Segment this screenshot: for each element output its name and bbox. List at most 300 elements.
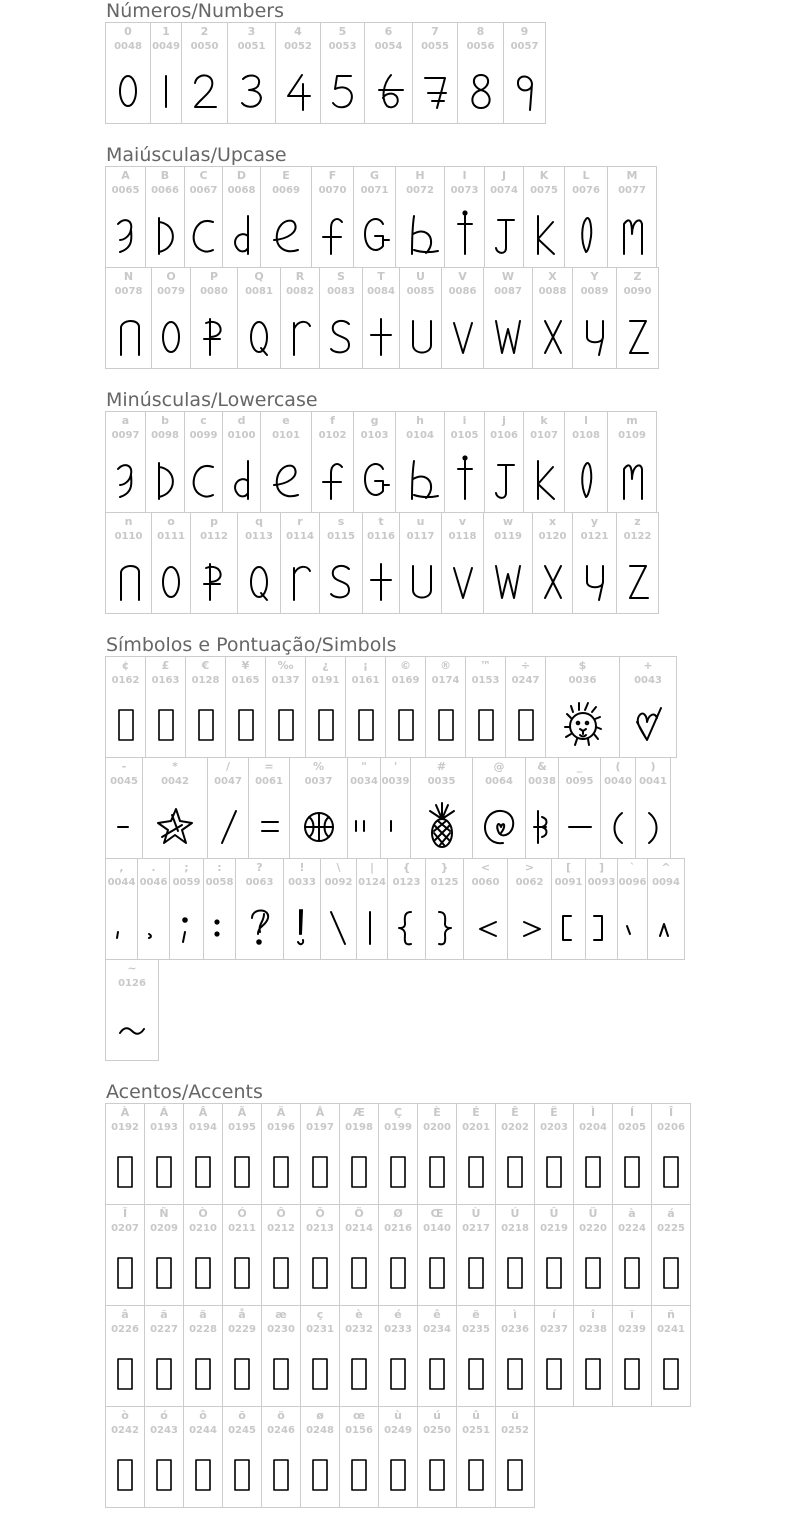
glyph-box-icon: [418, 1342, 456, 1404]
glyph-cell: [227, 22, 276, 124]
glyph-star-icon: [143, 794, 207, 856]
glyph-character-label: U: [416, 270, 425, 283]
glyph-character-label: `: [629, 861, 636, 874]
glyph-heart-check-icon: [620, 693, 676, 755]
glyph-code-label: 0116: [367, 531, 395, 542]
glyph-character-label: *: [172, 760, 178, 773]
glyph-e-icon: [261, 203, 311, 265]
section-title: Números/Numbers: [106, 0, 284, 22]
glyph-z-icon: [617, 549, 658, 611]
glyph-character-label: ¥: [241, 659, 250, 672]
glyph-cell: [484, 411, 524, 513]
glyph-code-label: 0162: [111, 675, 140, 686]
glyph-character-label: u: [416, 515, 425, 528]
glyph-cell: [385, 656, 426, 758]
glyph-character-label: H: [415, 169, 425, 182]
glyph-cell: [472, 757, 526, 859]
glyph-lparen-icon: [601, 794, 635, 856]
section-title: Minúsculas/Lowercase: [106, 389, 318, 411]
glyph-h-icon: [396, 448, 444, 510]
glyph-box-icon: [535, 1140, 573, 1202]
glyph-box-icon: [386, 693, 425, 755]
glyph-code-label: 0225: [657, 1223, 685, 1234]
glyph-cell: [144, 1305, 184, 1407]
glyph-code-label: 0233: [384, 1324, 412, 1335]
glyph-character-label: ;: [184, 861, 189, 874]
glyph-cell: [651, 1305, 691, 1407]
glyph-cell: [280, 512, 320, 614]
glyph-cell: [105, 267, 152, 369]
glyph-cell: [105, 1204, 145, 1306]
glyph-cell: [237, 512, 281, 614]
glyph-code-label: 0098: [151, 430, 179, 441]
glyph-box-icon: [266, 693, 305, 755]
glyph-box-icon: [457, 1443, 495, 1505]
glyph-cell: [353, 411, 396, 513]
glyph-box-icon: [652, 1342, 690, 1404]
glyph-code-label: 0220: [579, 1223, 607, 1234]
glyph-character-label: ©: [400, 659, 411, 672]
glyph-cell: [190, 267, 238, 369]
glyph-code-label: 0092: [324, 877, 353, 888]
glyph-cell: [150, 22, 182, 124]
glyph-cell: [105, 512, 152, 614]
glyph-code-label: 0110: [114, 531, 143, 542]
glyph-character-label: õ: [238, 1409, 246, 1422]
glyph-character-label: ä: [199, 1308, 207, 1321]
glyph-g-icon: [354, 203, 395, 265]
glyph-cell: [225, 656, 266, 758]
glyph-character-label: %: [312, 760, 325, 773]
glyph-code-label: 0200: [423, 1122, 451, 1133]
glyph-character-label: Á: [159, 1106, 169, 1119]
glyph-cell: [305, 656, 346, 758]
glyph-character-label: ë: [472, 1308, 480, 1321]
glyph-code-label: 0053: [328, 41, 357, 52]
glyph-code-label: 0096: [618, 877, 647, 888]
glyph-cell: [356, 858, 388, 960]
glyph-cell: [222, 1305, 262, 1407]
glyph-n-icon: [106, 304, 151, 366]
glyph-cell: [425, 656, 466, 758]
glyph-cell: [105, 411, 146, 513]
glyph-e-icon: [261, 448, 311, 510]
glyph-box-icon: [379, 1241, 417, 1303]
glyph-code-label: 0094: [652, 877, 680, 888]
glyph-code-label: 0203: [540, 1122, 568, 1133]
glyph-box-icon: [146, 693, 185, 755]
glyph-code-label: 0060: [471, 877, 500, 888]
glyph-cell: [207, 757, 249, 859]
glyph-u-icon: [400, 549, 441, 611]
glyph-pineapple-icon: [411, 794, 472, 856]
glyph-0-icon: [106, 59, 150, 121]
glyph-c-icon: [185, 203, 222, 265]
glyph-box-icon: [106, 1140, 144, 1202]
glyph-character-label: _: [576, 760, 583, 773]
glyph-cell: [495, 1103, 535, 1205]
glyph-character-label: È: [433, 1106, 441, 1119]
glyph-cell: [289, 757, 348, 859]
glyph-cell: [619, 656, 677, 758]
glyph-cell: [311, 166, 354, 268]
glyph-box-icon: [301, 1443, 339, 1505]
glyph-9-icon: [504, 59, 545, 121]
glyph-character-label: Ë: [550, 1106, 558, 1119]
glyph-character-label: V: [458, 270, 467, 283]
glyph-character-label: Ï: [122, 1207, 128, 1220]
glyph-cell: [261, 1406, 301, 1508]
glyph-cell: [183, 1305, 223, 1407]
glyph-cell: [425, 858, 464, 960]
glyph-b-icon: [146, 448, 184, 510]
glyph-code-label: 0037: [304, 776, 333, 787]
glyph-6-icon: [365, 59, 412, 121]
glyph-y-icon: [573, 549, 616, 611]
glyph-character-label: a: [121, 414, 130, 427]
glyph-character-label: ò: [121, 1409, 129, 1422]
glyph-code-label: 0079: [157, 286, 185, 297]
glyph-character-label: v: [458, 515, 467, 528]
glyph-cell: [534, 1103, 574, 1205]
glyph-character-label: è: [355, 1308, 363, 1321]
glyph-code-label: 0211: [228, 1223, 256, 1234]
glyph-character-label: Ø: [393, 1207, 403, 1220]
glyph-code-label: 0214: [345, 1223, 373, 1234]
glyph-code-label: 0105: [450, 430, 479, 441]
glyph-code-label: 0242: [111, 1425, 139, 1436]
glyph-cell: [378, 1103, 418, 1205]
glyph-character-label: å: [238, 1308, 246, 1321]
glyph-character-label: 4: [294, 25, 302, 38]
glyph-cell: [495, 1204, 535, 1306]
glyph-code-label: 0124: [358, 877, 386, 888]
glyph-box-icon: [262, 1241, 300, 1303]
glyph-code-label: 0054: [374, 41, 403, 52]
glyph-code-label: 0236: [501, 1324, 529, 1335]
glyph-box-icon: [496, 1443, 534, 1505]
glyph-cell: [105, 166, 146, 268]
glyph-character-label: \: [336, 861, 341, 874]
glyph-rparen-icon: [636, 794, 670, 856]
glyph-box-icon: [496, 1241, 534, 1303]
glyph-code-label: 0083: [327, 286, 355, 297]
glyph-box-icon: [223, 1140, 261, 1202]
glyph-cell: [185, 656, 226, 758]
glyph-l-icon: [565, 448, 607, 510]
glyph-cell: [105, 1103, 145, 1205]
glyph-character-label: [: [565, 861, 572, 874]
glyph-cell: [105, 959, 159, 1061]
glyph-cell: [222, 1103, 262, 1205]
glyph-s-icon: [320, 304, 362, 366]
glyph-character-label: Ç: [393, 1106, 403, 1119]
glyph-semicolon-icon: [170, 895, 203, 957]
glyph-cell: [261, 1305, 301, 1407]
glyph-code-label: 0212: [267, 1223, 295, 1234]
glyph-character-label: $: [578, 659, 587, 672]
glyph-character-label: (: [615, 760, 621, 773]
glyph-code-label: 0207: [111, 1223, 139, 1234]
glyph-character-label: Ô: [276, 1207, 286, 1220]
glyph-box-icon: [652, 1140, 690, 1202]
glyph-code-label: 0118: [448, 531, 477, 542]
glyph-box-icon: [574, 1140, 612, 1202]
glyph-box-icon: [418, 1443, 456, 1505]
glyph-box-icon: [223, 1443, 261, 1505]
glyph-character-label: >: [524, 861, 535, 874]
glyph-cell: [339, 1305, 379, 1407]
glyph-character-label: Î: [668, 1106, 674, 1119]
glyph-code-label: 0049: [152, 41, 180, 52]
glyph-character-label: }: [440, 861, 449, 874]
glyph-character-label: œ: [352, 1409, 366, 1422]
glyph-code-label: 0058: [205, 877, 234, 888]
glyph-code-label: 0088: [538, 286, 567, 297]
glyph-character-label: ¿: [322, 659, 329, 672]
glyph-code-label: 0156: [345, 1425, 373, 1436]
glyph-o-icon: [152, 549, 190, 611]
glyph-character-label: Ã: [237, 1106, 247, 1119]
glyph-character-label: 1: [162, 25, 170, 38]
glyph-character-label: k: [540, 414, 548, 427]
glyph-character-label: á: [667, 1207, 675, 1220]
glyph-character-label: Í: [629, 1106, 635, 1119]
glyph-code-label: 0226: [111, 1324, 139, 1335]
glyph-8-icon: [458, 59, 503, 121]
glyph-code-label: 0061: [255, 776, 283, 787]
glyph-code-label: 0126: [118, 978, 146, 989]
glyph-cell: [417, 1305, 457, 1407]
glyph-character-label: <: [480, 861, 491, 874]
glyph-amp-icon: [526, 794, 558, 856]
glyph-box-icon: [496, 1342, 534, 1404]
glyph-cell: [484, 166, 524, 268]
glyph-code-label: 0104: [406, 430, 434, 441]
glyph-underscore-icon: [559, 794, 600, 856]
glyph-cell: [235, 858, 284, 960]
glyph-box-icon: [223, 1241, 261, 1303]
glyph-character-label: ø: [316, 1409, 324, 1422]
glyph-cell: [105, 1406, 145, 1508]
glyph-equals-icon: [249, 794, 289, 856]
glyph-c-icon: [185, 448, 222, 510]
glyph-character-label: D: [236, 169, 247, 182]
glyph-character-label: e: [282, 414, 290, 427]
glyph-code-label: 0108: [572, 430, 600, 441]
glyph-character-label: J: [501, 169, 507, 182]
glyph-cell: [184, 411, 223, 513]
glyph-character-label: Û: [549, 1207, 559, 1220]
glyph-dash-icon: [106, 794, 142, 856]
glyph-cell: [399, 512, 442, 614]
glyph-code-label: 0100: [227, 430, 256, 441]
glyph-code-label: 0165: [231, 675, 260, 686]
glyph-code-label: 0239: [618, 1324, 646, 1335]
glyph-box-icon: [574, 1241, 612, 1303]
glyph-code-label: 0069: [272, 185, 300, 196]
glyph-b-icon: [146, 203, 184, 265]
glyph-character-label: ¢: [121, 659, 130, 672]
glyph-s-icon: [320, 549, 362, 611]
glyph-code-label: 0194: [189, 1122, 217, 1133]
glyph-code-label: 0113: [245, 531, 273, 542]
glyph-character-label: Ä: [276, 1106, 286, 1119]
glyph-code-label: 0153: [471, 675, 500, 686]
glyph-cell: [300, 1406, 340, 1508]
glyph-code-label: 0081: [245, 286, 273, 297]
glyph-cell: [283, 858, 321, 960]
glyph-cell: [573, 1305, 613, 1407]
glyph-cell: [222, 1204, 262, 1306]
glyph-character-label: ó: [160, 1409, 168, 1422]
glyph-cell: [465, 656, 506, 758]
glyph-cell: [378, 1204, 418, 1306]
glyph-code-label: 0224: [618, 1223, 646, 1234]
glyph-cell: [145, 656, 186, 758]
glyph-cell: [534, 1305, 574, 1407]
glyph-cell: [607, 166, 657, 268]
glyph-character-label: Ö: [354, 1207, 364, 1220]
glyph-cell: [105, 757, 143, 859]
glyph-cell: [183, 1204, 223, 1306]
glyph-cell: [151, 512, 191, 614]
glyph-character-label: 5: [338, 25, 347, 38]
glyph-character-label: G: [369, 169, 380, 182]
glyph-code-label: 0237: [540, 1324, 568, 1335]
glyph-character-label: |: [369, 861, 375, 874]
glyph-character-label: À: [120, 1106, 130, 1119]
glyph-box-icon: [535, 1342, 573, 1404]
glyph-character-label: ^: [661, 861, 671, 874]
glyph-character-label: ]: [598, 861, 605, 874]
glyph-character-label: ü: [511, 1409, 519, 1422]
glyph-box-icon: [535, 1241, 573, 1303]
glyph-lion-icon: [546, 693, 619, 755]
glyph-code-label: 0121: [580, 531, 609, 542]
glyph-code-label: 0066: [151, 185, 179, 196]
glyph-code-label: 0078: [114, 286, 143, 297]
glyph-cell: [495, 1406, 535, 1508]
glyph-box-icon: [301, 1241, 339, 1303]
glyph-cell: [265, 656, 306, 758]
glyph-code-label: 0074: [490, 185, 518, 196]
glyph-k-icon: [524, 203, 564, 265]
glyph-code-label: 0234: [423, 1324, 451, 1335]
glyph-cell: [616, 267, 659, 369]
glyph-cell: [395, 411, 445, 513]
glyph-character-label: &: [537, 760, 547, 773]
glyph-character-label: ,: [119, 861, 124, 874]
glyph-cell: [505, 656, 546, 758]
glyph-cell: [339, 1406, 379, 1508]
glyph-character-label: :: [217, 861, 222, 874]
glyph-cell: [483, 267, 533, 369]
glyph-code-label: 0082: [286, 286, 314, 297]
glyph-code-label: 0035: [427, 776, 456, 787]
glyph-character-label: ‰: [277, 659, 294, 672]
glyph-code-label: 0114: [286, 531, 314, 542]
glyph-7-icon: [413, 59, 457, 121]
glyph-y-icon: [573, 304, 616, 366]
glyph-character-label: Q: [254, 270, 264, 283]
glyph-character-label: à: [628, 1207, 636, 1220]
glyph-box-icon: [340, 1443, 378, 1505]
glyph-cell: [260, 411, 312, 513]
glyph-code-label: 0068: [227, 185, 256, 196]
glyph-code-label: 0213: [306, 1223, 334, 1234]
glyph-character-label: o: [167, 515, 175, 528]
glyph-character-label: l: [584, 414, 588, 427]
glyph-cell: [183, 1103, 223, 1205]
glyph-cell: [362, 512, 400, 614]
glyph-cell: [573, 1103, 613, 1205]
glyph-character-label: +: [643, 659, 653, 672]
glyph-code-label: 0205: [618, 1122, 646, 1133]
glyph-code-label: 0101: [272, 430, 300, 441]
glyph-code-label: 0067: [189, 185, 218, 196]
glyph-box-icon: [106, 1241, 144, 1303]
glyph-character-label: A: [121, 169, 130, 182]
glyph-character-label: Ü: [588, 1207, 598, 1220]
glyph-cell: [105, 22, 151, 124]
glyph-code-label: 0227: [150, 1324, 178, 1335]
glyph-cell: [145, 166, 185, 268]
glyph-code-label: 0064: [485, 776, 513, 787]
glyph-cell: [144, 1204, 184, 1306]
glyph-cell: [612, 1305, 652, 1407]
glyph-w-icon: [484, 304, 532, 366]
glyph-cell: [300, 1204, 340, 1306]
glyph-box-icon: [106, 1342, 144, 1404]
glyph-code-label: 0059: [172, 877, 201, 888]
glyph-character-label: ~: [127, 962, 137, 975]
glyph-cell: [144, 1406, 184, 1508]
glyph-cell: [339, 1103, 379, 1205]
glyph-cell: [151, 267, 191, 369]
glyph-o-icon: [152, 304, 190, 366]
glyph-character-label: ç: [316, 1308, 324, 1321]
glyph-character-label: £: [161, 659, 170, 672]
glyph-box-icon: [496, 1140, 534, 1202]
glyph-code-label: 0125: [430, 877, 459, 888]
glyph-r-icon: [281, 304, 319, 366]
glyph-code-label: 0228: [189, 1324, 217, 1335]
glyph-box-icon: [106, 693, 145, 755]
glyph-code-label: 0128: [191, 675, 220, 686]
glyph-code-label: 0038: [528, 776, 556, 787]
glyph-2-icon: [182, 59, 227, 121]
glyph-t-icon: [363, 549, 399, 611]
glyph-cell: [144, 1103, 184, 1205]
glyph-cell: [532, 267, 573, 369]
glyph-character-label: /: [225, 760, 231, 773]
glyph-box-icon: [457, 1241, 495, 1303]
glyph-character-label: =: [264, 760, 274, 773]
glyph-code-label: 0106: [490, 430, 518, 441]
glyph-character-label: Ù: [471, 1207, 481, 1220]
glyph-character-label: Â: [198, 1106, 208, 1119]
glyph-character-label: Œ: [430, 1207, 444, 1220]
glyph-character-label: h: [416, 414, 424, 427]
glyph-cell: [345, 656, 386, 758]
glyph-character-label: ¡: [362, 659, 369, 672]
glyph-cell: [387, 858, 426, 960]
glyph-character-label: T: [377, 270, 385, 283]
glyph-code-label: 0090: [623, 286, 652, 297]
glyph-cell: [507, 858, 552, 960]
glyph-code-label: 0235: [462, 1324, 490, 1335]
